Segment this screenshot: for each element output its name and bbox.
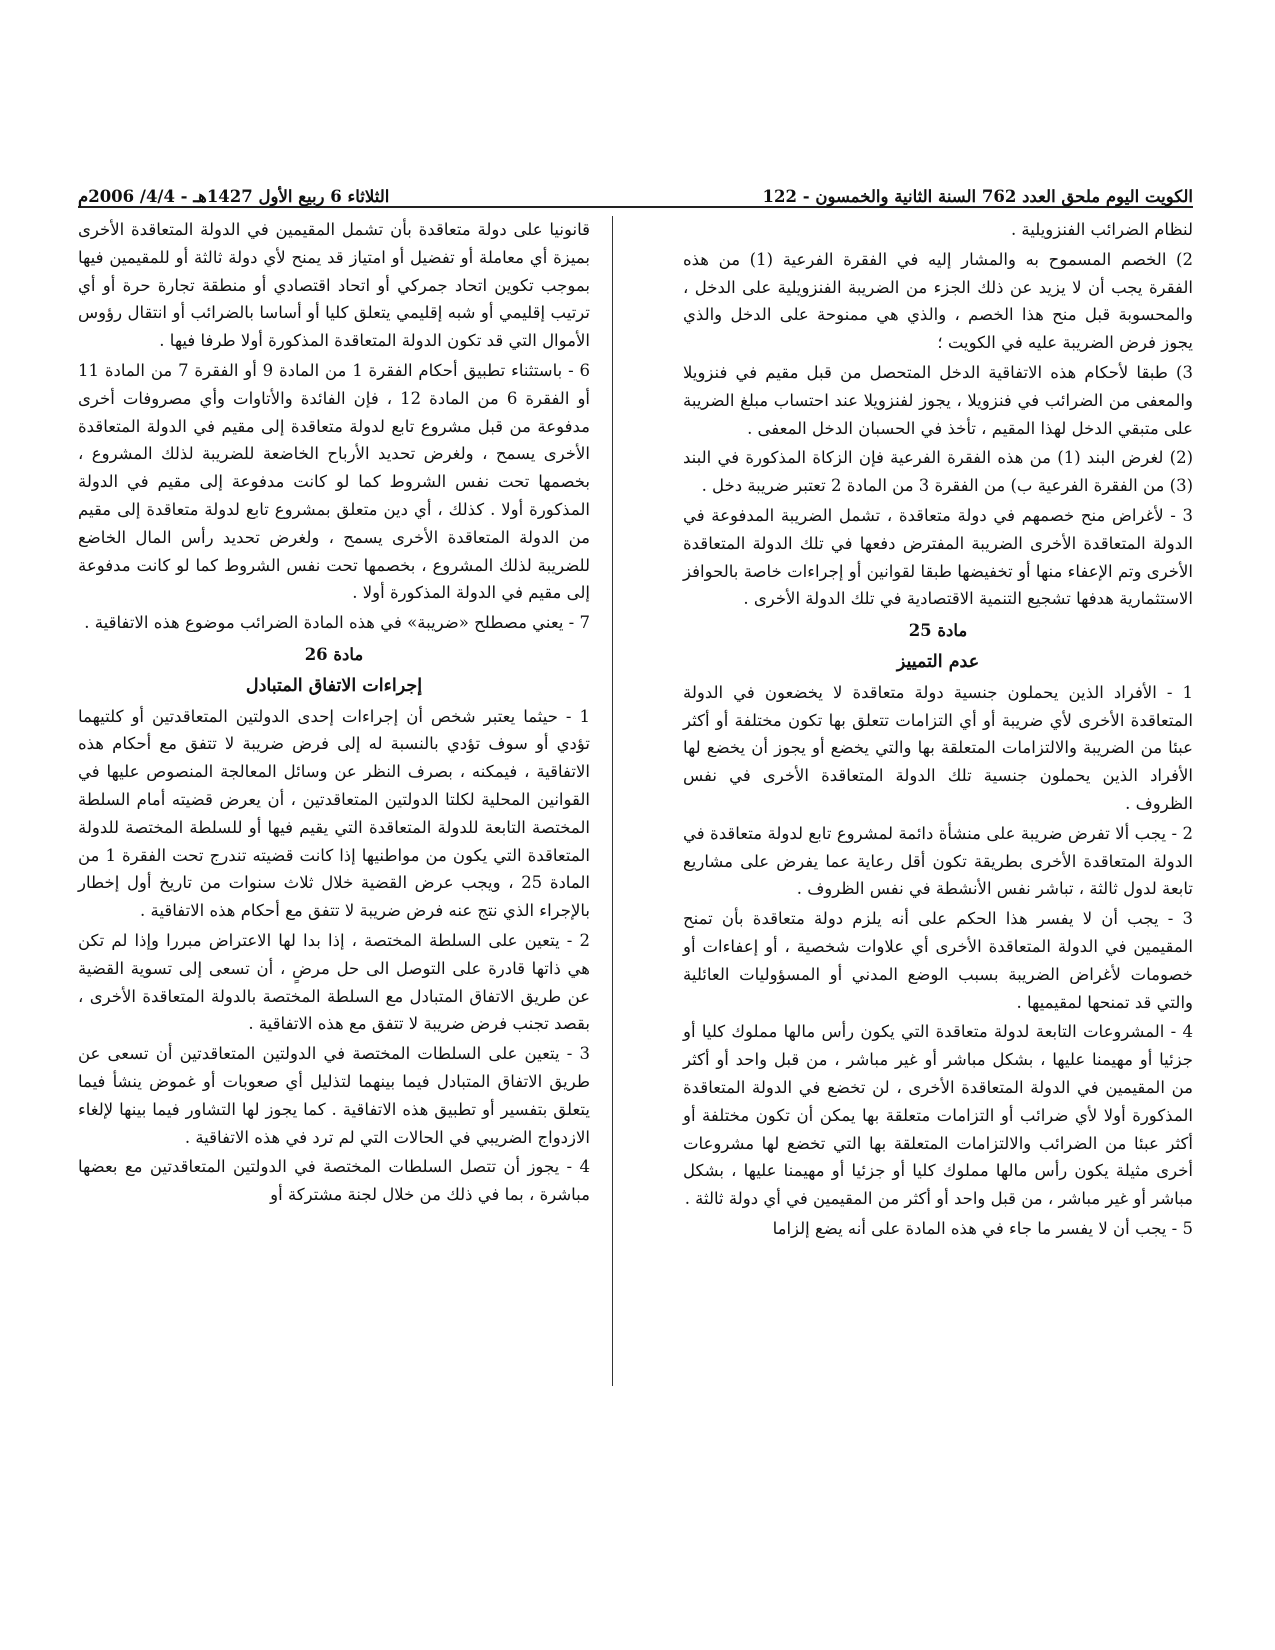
- right-column: [683, 216, 1193, 1245]
- paragraph: 4 - المشروعات التابعة لدولة متعاقدة التي يكون رأس مالها مملوك كليا أو جزئيا أو مهيمنا عليها ، بشكل مباشر أو غير مباشر ، من قبل واحد أو أكثر من المقيمين في الدولة المتعاقدة الأخرى ، لن تخضع في الدولة المتعاقدة المذكورة أولا لأي ضرائب أو التزامات متعلقة بها يمكن أن تكون مختلفة أو أكثر عبئا من الضرائب والالتزامات المتعلقة بها التي تخضع لها مشروعات أخرى مثيلة يكون رأس مالها مملوك كليا أو جزئيا أو مهيمنا عليها ، بشكل مباشر أو غير مباشر ، من قبل واحد أو أكثر من المقيمين في أي دولة ثالثة .: [683, 1022, 1193, 1209]
- paragraph: 5 - يجب أن لا يفسر ما جاء في هذه المادة على أنه يضع إلزاما: [772, 1218, 1193, 1238]
- paragraph: 2) الخصم المسموح به والمشار إليه في الفقرة الفرعية (1) من هذه الفقرة يجب أن لا يزيد عن ذلك الجزء من الضريبة الفنزويلية على الدخل ، والمحسوبة قبل منح هذا الخصم ، والذي هي ممنوحة على الدخل والذي يجوز فرض الضريبة عليه في الكويت ؛: [683, 249, 1193, 353]
- column-divider: [612, 216, 613, 1386]
- paragraph: لنظام الضرائب الفنزويلية .: [1010, 220, 1193, 239]
- article-25-subtitle: عدم التمييز: [896, 651, 980, 672]
- paragraph: 1 - حيثما يعتبر شخص أن إجراءات إحدى الدولتين المتعاقدتين أو كلتيهما تؤدي أو سوف تؤدي بالنسبة له إلى فرض ضريبة لا تتفق مع أحكام هذه الاتفاقية ، فيمكنه ، بصرف النظر عن وسائل المعالجة المنصوص عليها في القوانين المحلية لكلتا الدولتين المتعاقدتين ، أن يعرض قضيته أمام السلطة المختصة التابعة للدولة المتعاقدة التي يقيم فيها أو للسلطة المختصة للدولة المتعاقدة التي يكون من مواطنيها إذا كانت قضيته تندرج تحت الفقرة 1 من المادة 25 ، ويجب عرض القضية خلال ثلاث سنوات من تاريخ أول إخطار بالإجراء الذي نتج عنه فرض ضريبة لا تتفق مع أحكام هذه الاتفاقية .: [78, 706, 590, 921]
- paragraph: 2 - يتعين على السلطة المختصة ، إذا بدا لها الاعتراض مبررا وإذا لم تكن هي ذاتها قادرة على التوصل الى حل مرضٍ ، أن تسعى إلى تسوية القضية عن طريق الاتفاق المتبادل مع السلطة المختصة بالدولة المتعاقدة الأخرى ، بقصد تجنب فرض ضريبة لا تتفق مع هذه الاتفاقية .: [78, 930, 590, 1034]
- header-date: الثلاثاء 6 ربيع الأول 1427هـ - 4/4/ 2006م: [78, 187, 390, 206]
- paragraph: 3 - يجب أن لا يفسر هذا الحكم على أنه يلزم دولة متعاقدة بأن تمنح المقيمين في الدولة المتعاقدة الأخرى أي علاوات شخصية ، أو إعفاءات أو خصومات لأغراض الضريبة بسبب الوضع المدني أو المسؤوليات العائلية والتي قد تمنحها لمقيميها .: [683, 909, 1193, 1012]
- article-26-title: مادة 26: [304, 644, 364, 664]
- paragraph: 3) طبقا لأحكام هذه الاتفاقية الدخل المتحصل من قبل مقيم في فنزويلا والمعفى من الضرائب في فنزويلا ، يجوز لفنزويلا عند احتساب مبلغ الضريبة على متبقي الدخل لهذا المقيم ، تأخذ في الحسبان الدخل المعفى .: [683, 362, 1193, 438]
- paragraph: 7 - يعني مصطلح «ضريبة» في هذه المادة الضرائب موضوع هذه الاتفاقية .: [84, 613, 590, 633]
- paragraph: 4 - يجوز أن تتصل السلطات المختصة في الدولتين المتعاقدتين مع بعضها مباشرة ، بما في ذلك من خلال لجنة مشتركة أو: [78, 1157, 590, 1205]
- paragraph: قانونيا على دولة متعاقدة بأن تشمل المقيمين في الدولة المتعاقدة الأخرى بميزة أي معاملة أو تفضيل أو امتياز قد يمنح لأي دولة ثالثة أو للمقيمين فيها بموجب تكوين اتحاد جمركي أو اتحاد اقتصادي أو منطقة تجارة حرة أو أي ترتيب إقليمي أو شبه إقليمي يتعلق كليا أو أساسا بالضرائب أو انتقال رؤوس الأموال التي قد تكون الدولة المتعاقدة المذكورة أولا طرفا فيها .: [78, 220, 590, 351]
- paragraph: 2 - يجب ألا تفرض ضريبة على منشأة دائمة لمشروع تابع لدولة متعاقدة في الدولة المتعاقدة الأخرى بطريقة تكون أقل رعاية عما يفرض على مشاريع تابعة لدول ثالثة ، تباشر نفس الأنشطة في نفس الظروف .: [683, 823, 1193, 899]
- article-25-title: مادة 25: [908, 621, 968, 641]
- paragraph: 3 - يتعين على السلطات المختصة في الدولتين المتعاقدتين أن تسعى عن طريق الاتفاق المتبادل فيما بينهما لتذليل أي صعوبات أو غموض ينشأ فيما يتعلق بتفسير أو تطبيق هذه الاتفاقية . كما يجوز لها التشاور فيما بينها لإلغاء الازدواج الضريبي في الحالات التي لم ترد في هذه الاتفاقية .: [78, 1044, 590, 1147]
- article-26-subtitle: إجراءات الاتفاق المتبادل: [245, 675, 423, 696]
- header-publication: الكويت اليوم ملحق العدد 762 السنة الثانية والخمسون - 122: [762, 187, 1193, 206]
- left-column: [78, 216, 590, 1211]
- paragraph: (2) لغرض البند (1) من هذه الفقرة الفرعية فإن الزكاة المذكورة في البند (3) من الفقرة الفرعية ب) من الفقرة 3 من المادة 2 تعتبر ضريبة دخل .: [683, 448, 1193, 496]
- paragraph: 1 - الأفراد الذين يحملون جنسية دولة متعاقدة لا يخضعون في الدولة المتعاقدة الأخرى لأي ضريبة أو أي التزامات تتعلق بها تكون مختلفة أو أكثر عبئا من الضريبة والالتزامات المتعلقة بها والتي يخضع أو يجوز أن يخضع لها الأفراد الذين يحملون جنسية تلك الدولة المتعاقدة الأخرى في نفس الظروف .: [683, 682, 1193, 813]
- page-header: [78, 172, 1193, 208]
- paragraph: 6 - باستثناء تطبيق أحكام الفقرة 1 من المادة 9 أو الفقرة 7 من المادة 11 أو الفقرة 6 من المادة 12 ، فإن الفائدة والأتاوات وأي مصروفات أخرى مدفوعة من قبل مشروع تابع لدولة متعاقدة إلى مقيم في الدولة المتعاقدة الأخرى يسمح ، ولغرض تحديد الأرباح الخاضعة للضريبة لذلك المشروع ، بخصمها تحت نفس الشروط كما لو كانت مدفوعة إلى مقيم في الدولة المذكورة أولا . كذلك ، أي دين متعلق بمشروع تابع لدولة متعاقدة إلى مقيم من الدولة المتعاقدة الأخرى يسمح ، ولغرض تحديد رأس المال الخاضع للضريبة لذلك المشروع ، بخصمها تحت نفس الشروط كما لو كانت مدفوعة إلى مقيم في الدولة المذكورة أولا .: [78, 360, 590, 603]
- paragraph: 3 - لأغراض منح خصمهم في دولة متعاقدة ، تشمل الضريبة المدفوعة في الدولة المتعاقدة الأخرى الضريبة المفترض دفعها في تلك الدولة المتعاقدة الأخرى وتم الإعفاء منها أو تخفيضها طبقا لقوانين أو إجراءات خاصة بالحوافز الاستثمارية هدفها تشجيع التنمية الاقتصادية في تلك الدولة الأخرى .: [683, 505, 1193, 609]
